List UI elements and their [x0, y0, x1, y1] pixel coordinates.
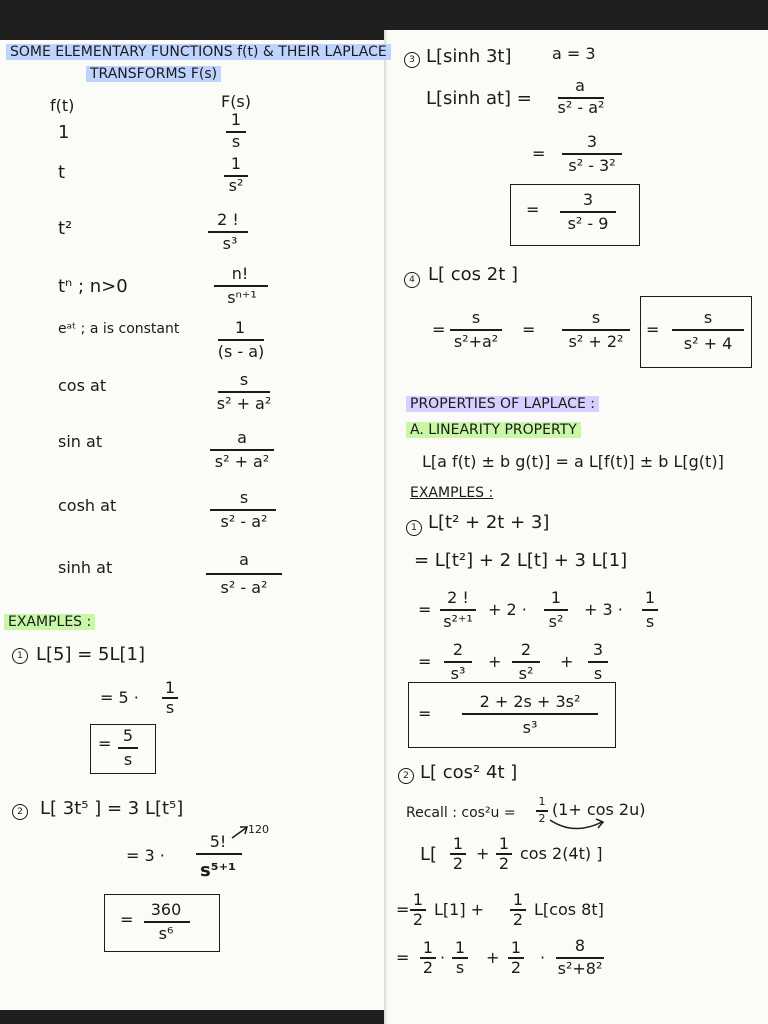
example-number-badge: 3 [404, 52, 420, 68]
table-row-den: s² - a² [220, 578, 268, 597]
recall-identity-rhs: (1+ cos 2u) [552, 800, 646, 819]
fraction-den: 2 [498, 854, 510, 873]
operator: + [486, 948, 500, 967]
table-row-f: cosh at [58, 496, 117, 515]
table-row-num: s [239, 370, 249, 389]
equals: = [418, 600, 432, 619]
table-row-f: sinh at [58, 558, 113, 577]
arrow-note: 120 [248, 823, 269, 836]
fraction-num: 1 [538, 795, 546, 808]
equals: = [396, 948, 410, 967]
table-row-f: 1 [58, 122, 70, 143]
answer-den: s [123, 750, 133, 769]
table-row-num: 1 [234, 318, 246, 337]
fraction-den: 2 [510, 958, 522, 977]
answer-den: s⁶ [158, 924, 174, 943]
table-row-num: 2 ! [217, 210, 239, 229]
fraction-den: s³ [450, 664, 466, 683]
fraction-bar [560, 211, 616, 213]
answer-equals: = [526, 200, 540, 219]
table-row-den: s³ [222, 234, 238, 253]
example-number-badge: 2 [398, 768, 414, 784]
fraction-num: 2 [452, 640, 464, 659]
fraction-num: 8 [574, 936, 586, 955]
example-3-given: a = 3 [552, 44, 596, 63]
fraction-num: 1 [454, 938, 466, 957]
laplace-term: L[1] + [434, 900, 485, 919]
linearity-example-1: L[t² + 2t + 3] [428, 512, 550, 533]
fraction-bar [588, 661, 608, 663]
fraction-den: s [645, 612, 655, 631]
fraction-bar [462, 713, 598, 715]
fraction-den: s²+8² [557, 959, 603, 978]
table-row-den: s² - a² [220, 512, 268, 531]
fraction-bar [512, 661, 540, 663]
answer-num: 3 [582, 190, 594, 209]
operator: · [540, 948, 546, 967]
fraction-num: 1 [412, 890, 424, 909]
fraction-bar [672, 329, 744, 331]
table-row-den: s² + a² [214, 452, 270, 471]
fraction-num: 1 [498, 834, 510, 853]
example-3-statement: L[sinh 3t] [426, 46, 512, 67]
fraction-bar [642, 609, 658, 611]
example-number-badge: 4 [404, 272, 420, 288]
equals: = [396, 900, 410, 919]
table-row-f: t [58, 162, 66, 183]
table-row-f: cos at [58, 376, 107, 395]
fraction-bar [562, 153, 622, 155]
example-number-badge: 1 [12, 648, 28, 664]
fraction-bar [214, 285, 268, 287]
equals: = [532, 144, 546, 163]
fraction-den: s² [548, 612, 564, 631]
answer-den: s² - 9 [567, 214, 609, 233]
arrow-icon [230, 824, 250, 840]
examples-label: EXAMPLES : [4, 614, 95, 630]
table-row-den: (s - a) [217, 342, 265, 361]
fraction-den: s [455, 958, 465, 977]
fraction-den: 2 [538, 812, 546, 825]
page-fold [384, 30, 387, 1024]
fraction-den: 2 [412, 910, 424, 929]
examples-label: EXAMPLES : [410, 485, 494, 501]
fraction-bar [450, 329, 502, 331]
equals: = [432, 320, 446, 339]
fraction-den: s² - a² [557, 98, 605, 117]
fraction-bar [218, 339, 264, 341]
table-row-den: s [231, 132, 241, 151]
fraction-bar [210, 509, 276, 511]
fraction-num: 3 [592, 640, 604, 659]
fraction-den: 2 [422, 958, 434, 977]
fraction-num: 1 [510, 938, 522, 957]
operator: + [476, 844, 490, 863]
table-row-den: s² [228, 176, 244, 195]
example-number-badge: 1 [406, 520, 422, 536]
example-4-statement: L[ cos 2t ] [428, 264, 519, 285]
fraction-num: 1 [164, 678, 176, 697]
cos-term: cos 2(4t) ] [520, 844, 603, 863]
table-row-num: a [237, 428, 247, 447]
fraction-num: 2 ! [447, 588, 469, 607]
table-row-num: s [239, 488, 249, 507]
laplace-term: L[cos 8t] [534, 900, 604, 919]
fraction-bar [196, 853, 242, 855]
column-header-Fs: F(s) [220, 92, 252, 111]
linearity-example-1-step: = L[t²] + 2 L[t] + 3 L[1] [414, 550, 628, 571]
fraction-den: 2 [512, 910, 524, 929]
fraction-bar [440, 609, 476, 611]
fraction-bar [210, 449, 274, 451]
fraction-den: 2 [452, 854, 464, 873]
operator: + 3 · [584, 600, 623, 619]
equals: = [522, 320, 536, 339]
fraction-bar [444, 661, 472, 663]
operator: + [488, 652, 502, 671]
equals: = [418, 652, 432, 671]
answer-num: 5 [122, 726, 134, 745]
table-row-f: eᵃᵗ ; a is constant [58, 321, 180, 337]
fraction-num: s [471, 308, 481, 327]
fraction-num: 1 [550, 588, 562, 607]
fraction-bar [544, 609, 568, 611]
table-row-num: n! [231, 264, 249, 283]
answer-num: 2 + 2s + 3s² [479, 692, 581, 711]
fraction-bar [118, 747, 138, 749]
fraction-den: s² + 2² [568, 332, 624, 351]
fraction-num: s [591, 308, 601, 327]
fraction-den: s² - 3² [568, 156, 616, 175]
properties-title: PROPERTIES OF LAPLACE : [406, 396, 599, 412]
fraction-bar [218, 391, 270, 393]
column-header-ft: f(t) [50, 96, 75, 115]
linearity-label: A. LINEARITY PROPERTY [406, 422, 581, 438]
fraction-num: 1 [512, 890, 524, 909]
table-row-f: sin at [58, 432, 103, 451]
answer-den: s² + 4 [683, 334, 733, 353]
linearity-example-2: L[ cos² 4t ] [420, 762, 518, 783]
operator: · [440, 948, 446, 967]
operator: + 2 · [488, 600, 527, 619]
answer-num: 360 [150, 900, 182, 919]
example-3-formula: L[sinh at] = [426, 88, 532, 109]
fraction-num: 3 [586, 132, 598, 151]
fraction-bar [144, 921, 190, 923]
recall-identity: Recall : cos²u = [406, 805, 516, 821]
section-title-continued: TRANSFORMS F(s) [86, 66, 221, 82]
table-row-f: tⁿ ; n>0 [58, 276, 128, 297]
example-2-step: = 3 · [126, 846, 165, 865]
example-number-badge: 2 [12, 804, 28, 820]
example-1-statement: L[5] = 5L[1] [36, 644, 146, 665]
answer-equals: = [98, 734, 112, 753]
table-row-num: a [239, 550, 249, 569]
answer-num: s [703, 308, 713, 327]
fraction-num: a [575, 76, 585, 95]
fraction-bar [208, 231, 248, 233]
fraction-den: s [165, 698, 175, 717]
answer-equals: = [120, 910, 134, 929]
table-row-num: 1 [230, 110, 242, 129]
left-page [0, 40, 386, 1010]
example-2-statement: L[ 3t⁵ ] = 3 L[t⁵] [40, 798, 184, 819]
fraction-bar [562, 329, 630, 331]
fraction-num: 5! [209, 832, 227, 851]
fraction-num: 2 [520, 640, 532, 659]
table-row-den: s² + a² [216, 394, 272, 413]
fraction-num: 1 [644, 588, 656, 607]
fraction-den: s² [518, 664, 534, 683]
table-row-den: sⁿ⁺¹ [227, 288, 257, 307]
table-row-num: 1 [230, 154, 242, 173]
fraction-den: s²⁺¹ [443, 612, 473, 631]
fraction-den: s⁵⁺¹ [200, 860, 236, 881]
table-row-f: t² [58, 218, 73, 239]
fraction-bar [206, 573, 282, 575]
operator: + [560, 652, 574, 671]
fraction-num: 1 [422, 938, 434, 957]
fraction-num: 1 [452, 834, 464, 853]
section-title: SOME ELEMENTARY FUNCTIONS f(t) & THEIR LAPLACE [6, 44, 391, 60]
bracket-open: L[ [420, 844, 438, 865]
curved-arrow-icon [546, 816, 610, 836]
answer-equals: = [418, 704, 432, 723]
answer-den: s³ [522, 718, 538, 737]
fraction-den: s²+a² [453, 332, 499, 351]
linearity-formula: L[a f(t) ± b g(t)] = a L[f(t)] ± b L[g(t)] [422, 452, 724, 471]
answer-equals: = [646, 320, 660, 339]
fraction-den: s [593, 664, 603, 683]
example-1-step: = 5 · [100, 688, 139, 707]
